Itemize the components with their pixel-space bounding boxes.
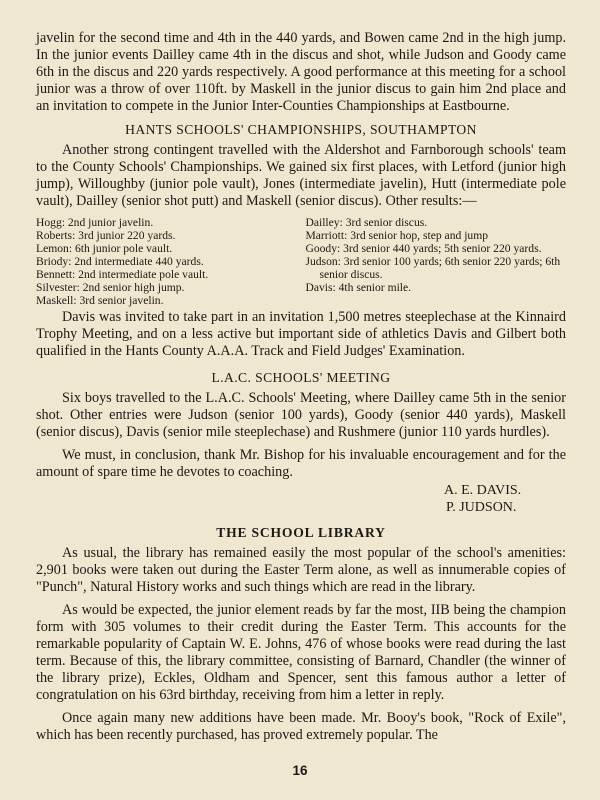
library-paragraph-3: Once again many new additions have been made. Mr. Booy's book, "Rock of Exile", which has been recently purchased, has proved extremely popular. The	[36, 710, 566, 743]
library-paragraph-1: As usual, the library has remained easily the most popular of the school's amenities: 2,901 books were taken out during the Easter Term alone, as well as innumerable copies of "Punch", Natural History works and such things which are read in the library.	[36, 545, 566, 595]
result-item: Bennett: 2nd intermediate pole vault.	[36, 268, 209, 281]
result-item: Hogg: 2nd junior javelin.	[36, 216, 154, 229]
signature-judson: P. JUDSON.	[446, 499, 517, 515]
result-item: Roberts: 3rd junior 220 yards.	[36, 229, 176, 242]
hants-closing-paragraph: Davis was invited to take part in an invitation 1,500 metres steeplechase at the Kinnaird Trophy Meeting, and on a less active but important side of athletics Davis and Gilbert both qualified in the Hants County A.A.A. Track and Field Judges' Examination.	[36, 309, 566, 359]
result-item: Silvester: 2nd senior high jump.	[36, 281, 185, 294]
results-list	[36, 216, 566, 307]
page-number: 16	[292, 763, 308, 778]
section-heading-hants: HANTS SCHOOLS' CHAMPIONSHIPS, SOUTHAMPTON	[125, 122, 477, 137]
result-item: Briody: 2nd intermediate 440 yards.	[36, 255, 204, 268]
result-item: Marriott: 3rd senior hop, step and jump	[305, 229, 489, 242]
result-item: Davis: 4th senior mile.	[305, 281, 412, 294]
signatures	[36, 483, 566, 516]
result-item: Goody: 3rd senior 440 yards; 5th senior 220 yards.	[305, 242, 542, 255]
hants-paragraph: Another strong contingent travelled with the Aldershot and Farnborough schools' team to the County Schools' Championships. We gained six first places, with Letford (junior high jump), Willoughby (junior pole vault), Jones (intermediate javelin), Hutt (intermediate pole vault), Dailley (senior shot putt) and Maskell (senior discus). Other results:—	[36, 142, 566, 209]
results-column-right	[305, 216, 566, 307]
lac-paragraph: Six boys travelled to the L.A.C. Schools' Meeting, where Dailley came 5th in the senior shot. Other entries were Judson (senior 100 yards), Goody (senior 440 yards), Maskell (senior discus), Davis (senior mile steeplechase) and Rushmere (junior 110 yards hurdles).	[36, 390, 566, 440]
result-item: Dailley: 3rd senior discus.	[305, 216, 428, 229]
section-heading-lac: L.A.C. SCHOOLS' MEETING	[211, 370, 391, 385]
results-column-left	[36, 216, 291, 307]
thanks-paragraph: We must, in conclusion, thank Mr. Bishop for his invaluable encouragement and for the amount of spare time he devotes to coaching.	[36, 447, 566, 480]
result-item: Maskell: 3rd senior javelin.	[36, 294, 164, 307]
intro-paragraph: javelin for the second time and 4th in the 440 yards, and Bowen came 2nd in the high jump. In the junior events Dailley came 4th in the discus and shot, while Judson and Goody came 6th in the discus and 220 yards respectively. A good performance at this meeting for a school junior was a throw of over 110ft. by Maskell in the junior discus to gain him 2nd place and an invitation to compete in the Junior Inter-Counties Championships at Eastbourne.	[36, 30, 566, 114]
result-item: Judson: 3rd senior 100 yards; 6th senior 220 yards; 6th senior discus.	[305, 255, 561, 281]
signature-davis: A. E. DAVIS.	[444, 483, 522, 498]
result-item: Lemon: 6th junior pole vault.	[36, 242, 173, 255]
library-paragraph-2: As would be expected, the junior element reads by far the most, IIB being the champion form with 305 volumes to their credit during the Easter Term. This accounts for the remarkable popularity of Captain W. E. Johns, 476 of whose books were read during the last term. Because of this, the library committee, consisting of Barnard, Chandler (the winner of the library prize), Eckles, Oldham and Spencer, sent this famous author a letter of congratulation on his 63rd birthday, receiving from him a letter in reply.	[36, 602, 566, 703]
section-heading-library: THE SCHOOL LIBRARY	[216, 525, 386, 540]
